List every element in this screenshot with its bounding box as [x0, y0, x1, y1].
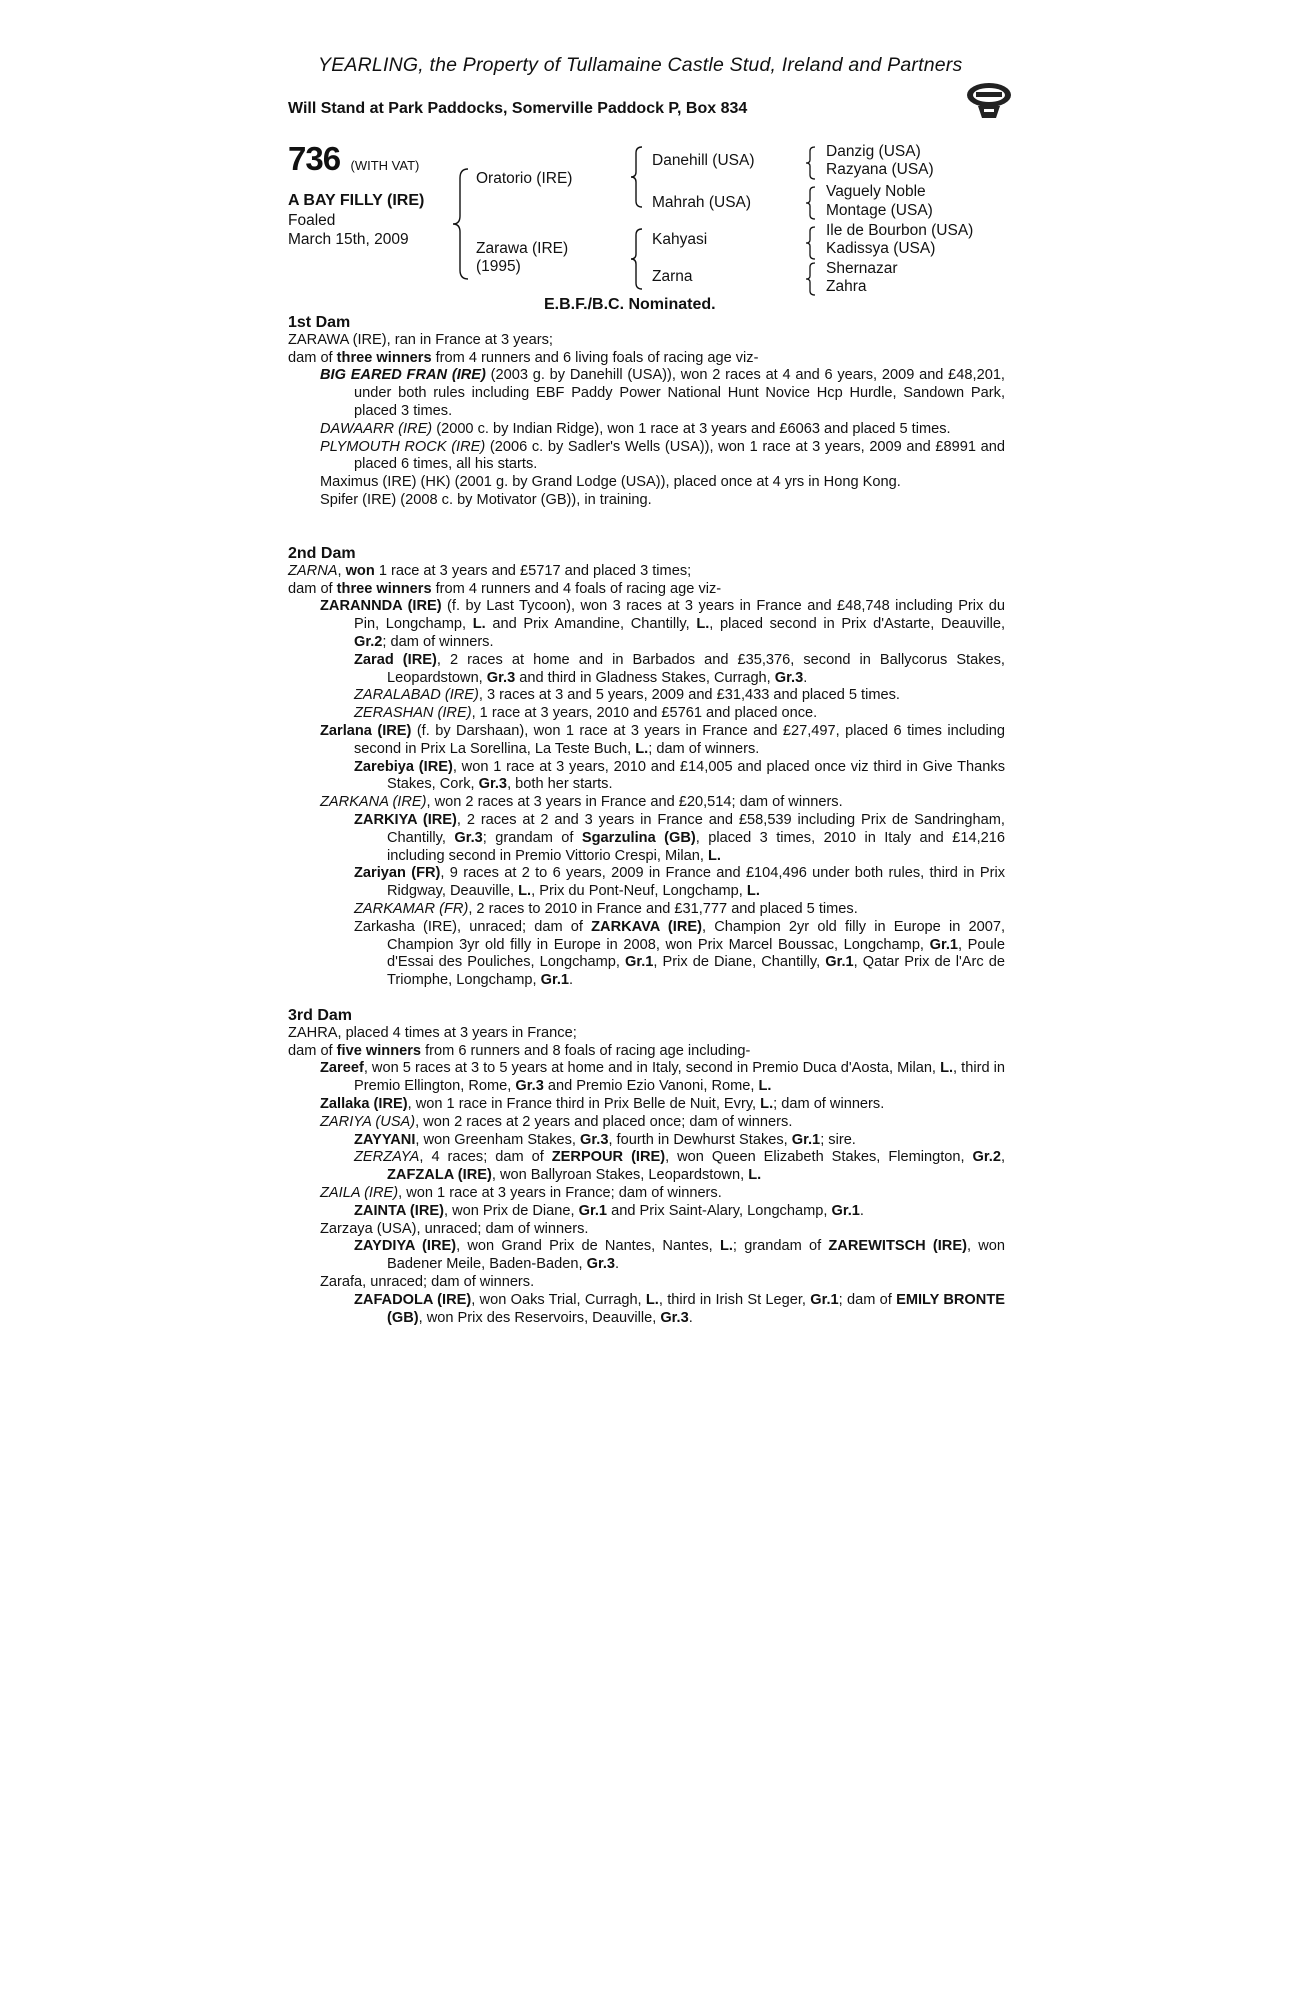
- second-dam-section: [288, 545, 1005, 990]
- pedigree-brace-dam: [630, 228, 644, 290]
- pedigree-brace-sire: [630, 146, 644, 208]
- produce-entry: Zarad (IRE), 2 races at home and in Barbados and £35,376, second in Ballycorus Stakes, Leopardstown, Gr.3 and third in Gladness Stakes, Curragh, Gr.3.: [354, 651, 1005, 686]
- produce-entry: Zarlana (IRE) (f. by Darshaan), won 1 race at 3 years in France and £27,497, placed 6 times including second in Prix La Sorellina, La Teste Buch, L.; dam of winners.: [320, 722, 1005, 757]
- produce-entry: Zarebiya (IRE), won 1 race at 3 years, 2010 and £14,005 and placed once viz third in Give Thanks Stakes, Cork, Gr.3, both her starts.: [354, 758, 1005, 793]
- first-dam-section: [288, 314, 1005, 510]
- produce-entry: ZAILA (IRE), won 1 race at 3 years in France; dam of winners.: [320, 1184, 722, 1201]
- produce-entry: ZARKANA (IRE), won 2 races at 3 years in France and £20,514; dam of winners.: [320, 794, 843, 811]
- produce-entry: Zarkasha (IRE), unraced; dam of ZARKAVA (IRE), Champion 2yr old filly in Europe in 2007, Champion 3yr old filly in Europe in 2008, won Prix Marcel Boussac, Longchamp, Gr.1, Poule d'Essai des Pouliches, Longchamp, Gr.1, Prix de Diane, Chantilly, Gr.1, Qatar Prix de l'Arc de Triomphe, Longchamp, Gr.1.: [354, 918, 1006, 989]
- pedigree-g2: Razyana (USA): [826, 161, 934, 178]
- pedigree-sire-dam: Mahrah (USA): [652, 194, 752, 211]
- third-dam-section: [288, 1007, 1005, 1327]
- produce-entry: ZARKAMAR (FR), 2 races to 2010 in France and £31,777 and placed 5 times.: [354, 900, 858, 917]
- pedigree-sire-sire: Danehill (USA): [652, 152, 755, 169]
- pedigree-g7: Shernazar: [826, 260, 898, 277]
- produce-entry: ZARKIYA (IRE), 2 races at 2 and 3 years in France and £58,539 including Prix de Sandringham, Chantilly, Gr.3; grandam of Sgarzulina (GB), placed 3 times, 2010 in Italy and £14,216 including second in Premio Vittorio Crespi, Milan, L.: [354, 811, 1005, 864]
- pedigree-brace-g4: [805, 262, 817, 296]
- pedigree-g6: Kadissya (USA): [826, 240, 936, 257]
- produce-entry: Zariyan (FR), 9 races at 2 to 6 years, 2009 in France and £104,496 under both rules, third in Prix Ridgway, Deauville, L., Prix du Pont-Neuf, Longchamp, L.: [354, 865, 1005, 900]
- page-title: YEARLING, the Property of Tullamaine Castle Stud, Ireland and Partners: [318, 54, 963, 76]
- pedigree-dam-year: (1995): [476, 258, 521, 275]
- produce-entry: ZARALABAD (IRE), 3 races at 3 and 5 years, 2009 and £31,433 and placed 5 times.: [354, 687, 900, 704]
- pedigree-g1: Danzig (USA): [826, 143, 921, 160]
- produce-entry: ZAYDIYA (IRE), won Grand Prix de Nantes, Nantes, L.; grandam of ZAREWITSCH (IRE), won Badener Meile, Baden-Baden, Gr.3.: [354, 1238, 1005, 1273]
- produce-entry: ZARANNDA (IRE) (f. by Last Tycoon), won 3 races at 3 years in France and £48,748 including Prix du Pin, Longchamp, L. and Prix Amandine, Chantilly, L., placed second in Prix d'Astarte, Deauville, Gr.2; dam of winners.: [320, 598, 1005, 650]
- second-dam-line: ZARNA, won 1 race at 3 years and £5717 and placed 3 times;: [288, 562, 692, 579]
- pedigree-g4: Montage (USA): [826, 202, 933, 219]
- foaled-date: March 15th, 2009: [288, 231, 409, 248]
- produce-entry: DAWAARR (IRE) (2000 c. by Indian Ridge), won 1 race at 3 years and £6063 and placed 5 times.: [320, 420, 951, 437]
- pedigree-g3: Vaguely Noble: [826, 183, 926, 200]
- pedigree-sire: Oratorio (IRE): [476, 170, 573, 187]
- produce-entry: ZAFADOLA (IRE), won Oaks Trial, Curragh, L., third in Irish St Leger, Gr.1; dam of EMILY BRONTE (GB), won Prix des Reservoirs, Deauville, Gr.3.: [354, 1291, 1005, 1326]
- produce-entry: Spifer (IRE) (2008 c. by Motivator (GB)), in training.: [320, 491, 652, 508]
- produce-entry: ZAINTA (IRE), won Prix de Diane, Gr.1 and Prix Saint-Alary, Longchamp, Gr.1.: [354, 1202, 864, 1219]
- pedigree-g5: Ile de Bourbon (USA): [826, 222, 974, 239]
- pedigree-g8: Zahra: [826, 278, 867, 295]
- third-dam-line: ZAHRA, placed 4 times at 3 years in France;: [288, 1024, 577, 1041]
- produce-entry: ZERASHAN (IRE), 1 race at 3 years, 2010 and £5761 and placed once.: [354, 705, 818, 722]
- produce-entry: Zareef, won 5 races at 3 to 5 years at home and in Italy, second in Premio Duca d'Aosta, Milan, L., third in Premio Ellington, Rome, Gr.3 and Premio Ezio Vanoni, Rome, L.: [320, 1060, 1005, 1095]
- ebf-nominated: E.B.F./B.C. Nominated.: [544, 296, 716, 313]
- produce-entry: Zallaka (IRE), won 1 race in France third in Prix Belle de Nuit, Evry, L.; dam of winners.: [320, 1095, 885, 1112]
- lot-number: 736: [288, 140, 341, 177]
- produce-entry: BIG EARED FRAN (IRE) (2003 g. by Danehill (USA)), won 2 races at 4 and 6 years, 2009 and £48,201, under both rules including EBF Paddy Power National Hunt Novice Hcp Hurdle, Sandown Park, placed 3 times.: [320, 367, 1005, 419]
- second-dam-produce-summary: dam of three winners from 4 runners and 4 foals of racing age viz-: [288, 580, 722, 597]
- pedigree-dam-sire: Kahyasi: [652, 231, 708, 248]
- pedigree-brace-g3: [805, 226, 817, 260]
- stud-logo-icon: [964, 78, 1014, 120]
- pedigree-brace-g1: [805, 146, 817, 180]
- first-dam-produce-summary: dam of three winners from 4 runners and 6 living foals of racing age viz-: [288, 349, 759, 366]
- produce-entry: Maximus (IRE) (HK) (2001 g. by Grand Lodge (USA)), placed once at 4 yrs in Hong Kong.: [320, 474, 901, 491]
- second-dam-heading: 2nd Dam: [288, 545, 356, 562]
- produce-entry: Zarzaya (USA), unraced; dam of winners.: [320, 1220, 589, 1237]
- produce-entry: ZARIYA (USA), won 2 races at 2 years and placed once; dam of winners.: [320, 1113, 793, 1130]
- pedigree-dam-dam: Zarna: [652, 268, 693, 285]
- produce-entry: PLYMOUTH ROCK (IRE) (2006 c. by Sadler's Wells (USA)), won 1 race at 3 years, 2009 and £8991 and placed 6 times, all his starts.: [320, 438, 1005, 473]
- foaled-label: Foaled: [288, 212, 336, 229]
- produce-entry: Zarafa, unraced; dam of winners.: [320, 1273, 535, 1290]
- pedigree-brace-g2: [805, 186, 817, 220]
- foaled-info: [288, 211, 409, 249]
- lot-block: [288, 140, 419, 178]
- horse-name: A BAY FILLY (IRE): [288, 192, 425, 209]
- lot-vat: (WITH VAT): [350, 158, 420, 173]
- third-dam-heading: 3rd Dam: [288, 1007, 353, 1024]
- produce-entry: ZAYYANI, won Greenham Stakes, Gr.3, fourth in Dewhurst Stakes, Gr.1; sire.: [354, 1131, 856, 1148]
- third-dam-produce-summary: dam of five winners from 6 runners and 8 foals of racing age including-: [288, 1042, 751, 1059]
- stand-location: Will Stand at Park Paddocks, Somerville Paddock P, Box 834: [288, 100, 748, 117]
- first-dam-line: ZARAWA (IRE), ran in France at 3 years;: [288, 331, 553, 348]
- pedigree-brace-main: [452, 168, 470, 280]
- produce-entry: ZERZAYA, 4 races; dam of ZERPOUR (IRE), won Queen Elizabeth Stakes, Flemington, Gr.2, ZAFZALA (IRE), won Ballyroan Stakes, Leopardstown, L.: [354, 1149, 1006, 1184]
- first-dam-heading: 1st Dam: [288, 314, 351, 331]
- pedigree-dam: Zarawa (IRE): [476, 240, 569, 257]
